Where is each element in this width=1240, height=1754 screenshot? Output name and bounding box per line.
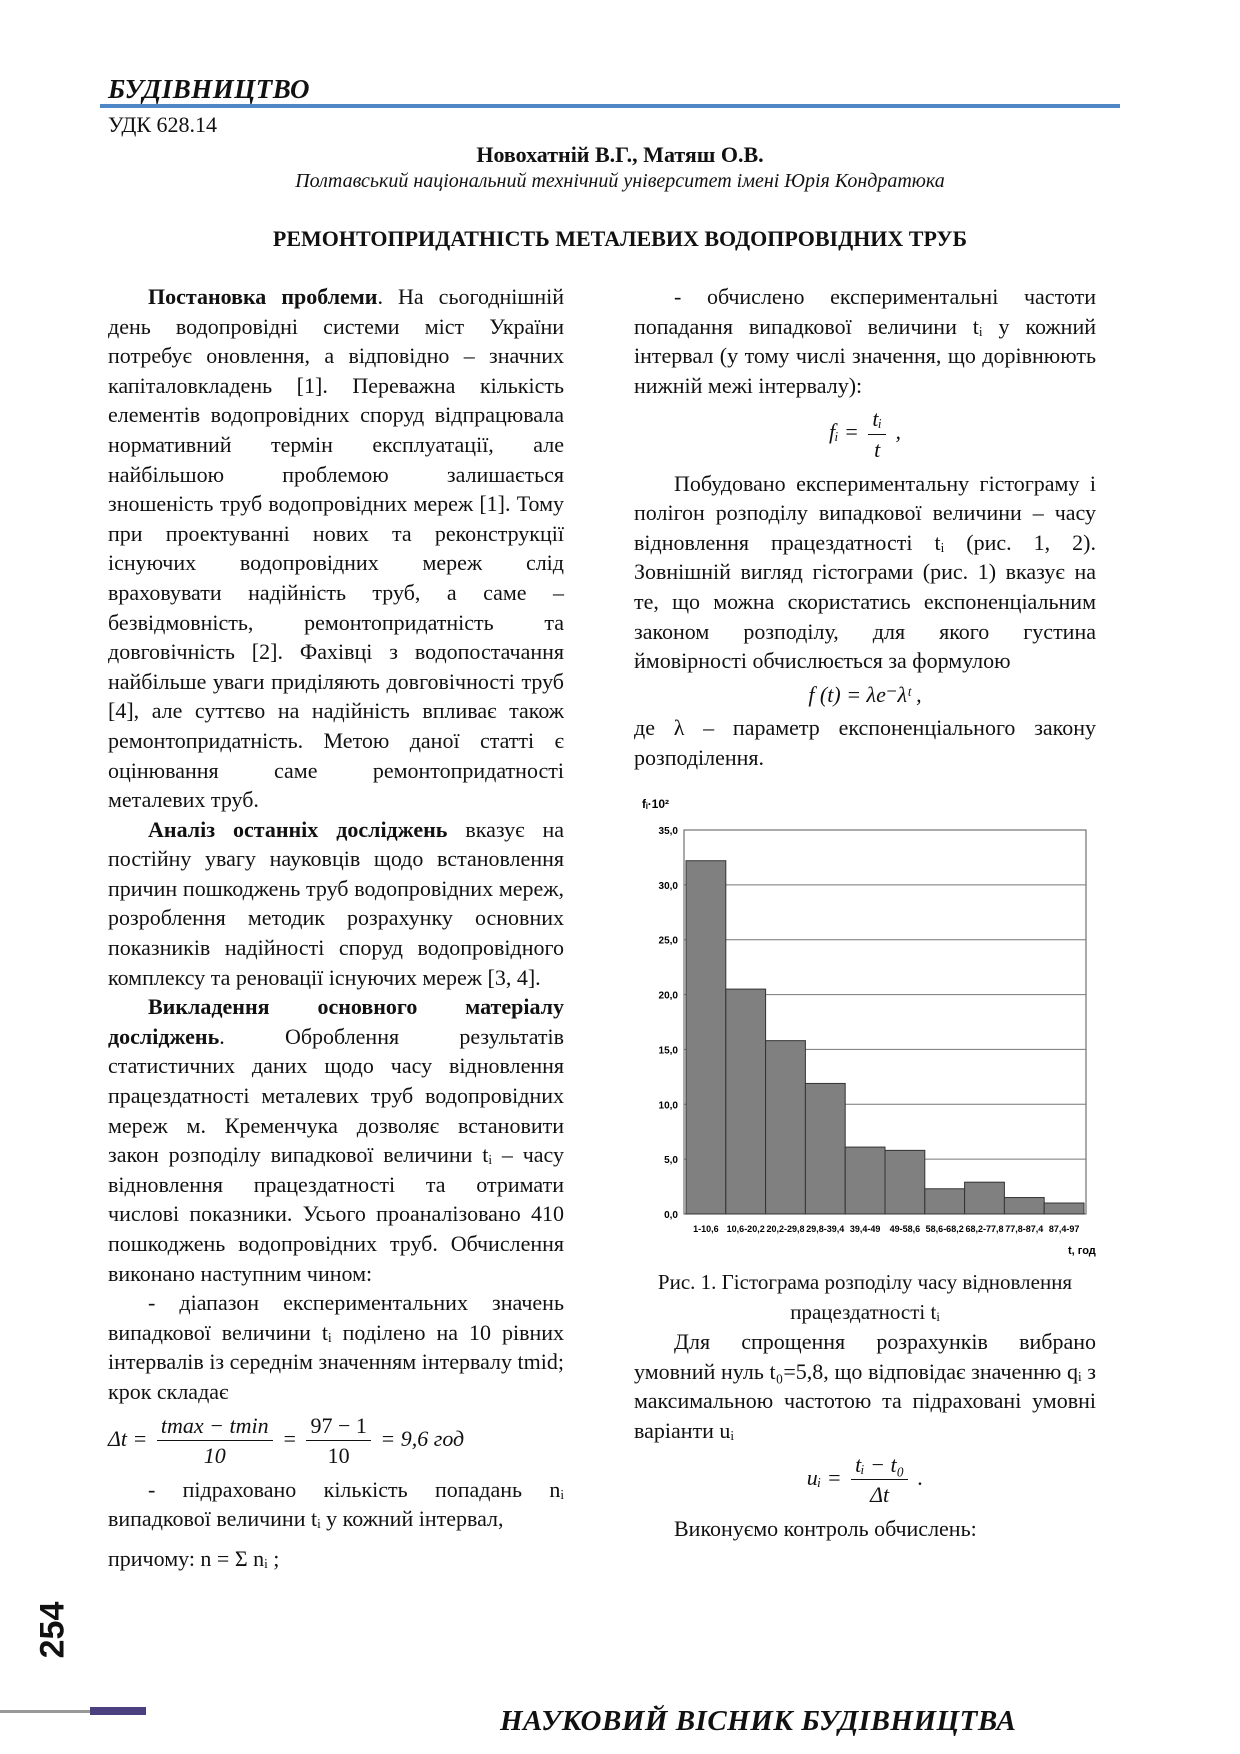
y-tick-label: 35,0 — [658, 826, 678, 837]
formula-density: f (t) = λe⁻λᵗ , — [808, 681, 922, 707]
y-tick-label: 10,0 — [658, 1100, 678, 1112]
journal-name: НАУКОВИЙ ВІСНИК БУДІВНИЦТВА — [500, 1705, 1017, 1737]
histogram-bar — [726, 989, 766, 1214]
footer-accent — [90, 1707, 146, 1715]
authors: Новохатній В.Г., Матяш О.В. — [476, 142, 764, 167]
histogram-bar — [686, 861, 726, 1214]
x-tick-label: 1-10,6 — [693, 1224, 719, 1234]
histogram-bar — [1004, 1198, 1044, 1214]
histogram-bar — [845, 1147, 885, 1214]
affiliation: Полтавський національний технічний університет імені Юрія Кондратюка — [295, 170, 945, 192]
histogram-bar — [805, 1083, 845, 1214]
y-tick-label: 25,0 — [658, 935, 678, 947]
section-title: БУДІВНИЦТВО — [108, 74, 310, 104]
right-column — [634, 282, 1096, 773]
paper-title: РЕМОНТОПРИДАТНІСТЬ МЕТАЛЕВИХ ВОДОПРОВІДНИХ ТРУБ — [272, 226, 968, 251]
paragraph-control: Виконуємо контроль обчислень: — [674, 1515, 977, 1541]
paragraph-frequencies: - обчислено експериментальні частоти попадання випадкової величини tᵢ у кожний інтервал (у тому числі значення, що дорівнюють нижній межі інтервалу): — [634, 284, 1096, 398]
x-tick-label: 10,6-20,2 — [726, 1224, 765, 1234]
x-tick-label: 68,2-77,8 — [965, 1224, 1004, 1234]
page-number: 254 — [33, 1601, 72, 1659]
histogram-chart — [632, 790, 1098, 1260]
x-tick-label: 49-58,6 — [889, 1224, 921, 1234]
paragraph-lambda: де λ – параметр експоненціального закону розподілення. — [634, 715, 1096, 770]
y-tick-label: 5,0 — [664, 1155, 678, 1167]
y-tick-label: 30,0 — [658, 880, 678, 892]
formula-sum: причому: n = Σ nᵢ ; — [108, 1545, 280, 1571]
x-tick-label: 77,8-87,4 — [1005, 1224, 1044, 1234]
left-column — [108, 282, 564, 1574]
figure-caption: Рис. 1. Гістограма розподілу часу відновлення працездатності tᵢ — [657, 1270, 1073, 1324]
y-tick-label: 15,0 — [658, 1045, 678, 1057]
y-tick-label: 0,0 — [664, 1210, 678, 1221]
paragraph-problem: Постановка проблеми. На сьогоднішній день водопровідні системи міст України потребує оновлення, а відповідно – значних капіталовкладень [1]. Переважна кількість елементів водопровідних споруд відпрацювала нормативний термін експлуатації, але найбільшою проблемою залишається зношеність труб водопровідних мереж [1]. Тому при проектуванні нових та реконструкції існуючих водопровідних мереж слід враховувати надійність труб, а саме – безвідмовність, ремонтопридатність та довговічність [2]. Фахівці з водопостачання найбільше уваги приділяють довговічності труб [4], але суттєво на надійність впливає також ремонтопридатність. Метою даної статті є оцінювання саме ремонтопридатності металевих труб. — [108, 284, 564, 813]
x-tick-label: 58,6-68,2 — [925, 1224, 964, 1234]
udk-code: УДК 628.14 — [108, 112, 218, 137]
paragraph-histogram: Побудовано експериментальну гістограму і полігон розподілу випадкової величини – часу відновлення працездатності tᵢ (рис. 1, 2). Зовнішній вигляд гістограми (рис. 1) вказує на те, що можна скористатись експоненціальним законом розподілу, для якого густина ймовірності обчислюється за формулою — [634, 470, 1096, 674]
paragraph-counts: - підраховано кількість попадань nᵢ випадкової величини tᵢ у кожний інтервал, — [108, 1476, 564, 1532]
x-tick-label: 20,2-29,8 — [766, 1224, 805, 1234]
x-tick-label: 39,4-49 — [849, 1224, 881, 1234]
paragraph-analysis: Аналіз останніх досліджень вказує на постійну увагу науковців щодо встановлення причин пошкоджень труб водопровідних мереж, розроблення методик розрахунку основних показників надійності споруд водопровідного комплексу та реновації існуючих мереж [3, 4]. — [108, 816, 564, 990]
x-axis-label: t, год — [1068, 1245, 1096, 1257]
histogram-bar — [885, 1150, 925, 1214]
histogram-bar — [766, 1041, 806, 1214]
formula-variants: uᵢ = $\frac{\text{tᵢ − t₀}}{\Delta t}$ . — [806, 1451, 924, 1508]
footer-rule — [0, 1710, 90, 1713]
y-axis-label: fᵢ·10² — [642, 797, 670, 811]
paragraph-conditional-zero: Для спрощення розрахунків вибрано умовний нуль t₀=5,8, що відповідає значенню qᵢ з максимальною частотою та підраховані умовні варіанти uᵢ — [634, 1329, 1096, 1443]
histogram-bar — [965, 1182, 1005, 1214]
right-column-lower — [634, 1268, 1096, 1543]
x-tick-label: 87,4-97 — [1048, 1224, 1080, 1234]
formula-step: Δt = $\frac{tmax - tmin}{10}$ = $\frac{97 - 1}{10}$ = 9,6 год — [108, 1412, 465, 1469]
x-tick-label: 29,8-39,4 — [806, 1224, 845, 1234]
histogram-bar — [925, 1189, 965, 1214]
formula-frequency: fᵢ = $\frac{\text{tᵢ}}{t}$ , — [828, 406, 902, 462]
histogram-bar — [1044, 1203, 1084, 1214]
paragraph-range: - діапазон експериментальних значень випадкової величини tᵢ поділено на 10 рівних інтервалів із середнім значенням інтервалу tmid; крок складає — [108, 1290, 564, 1404]
y-tick-label: 20,0 — [658, 990, 678, 1002]
header-rule — [100, 104, 1120, 108]
paragraph-main: Викладення основного матеріалу досліджень. Оброблення результатів статистичних даних щодо часу відновлення працездатності металевих труб водопровідних мереж м. Кременчука дозволяє встановити закон розподілу випадкової величини tᵢ – часу відновлення працездатності та отримати числові показники. Усього проаналізовано 410 пошкоджень водопровідних труб. Обчислення виконано наступним чином: — [108, 994, 564, 1286]
